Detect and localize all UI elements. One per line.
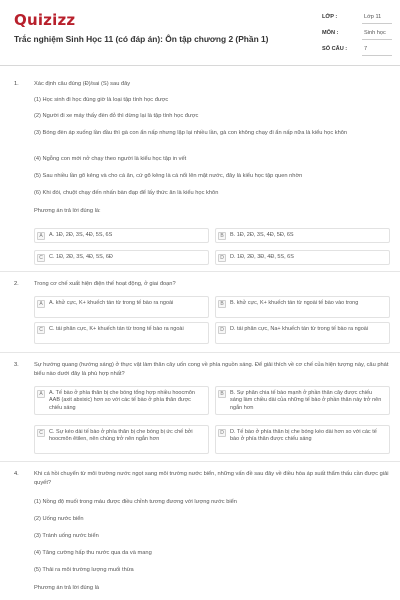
statement: (3) Tránh uống nước biển <box>34 533 99 539</box>
statement: (4) Tăng cường hấp thu nước qua da và mang <box>34 550 152 556</box>
statement: (1) Học sinh đi học đúng giờ là loại tập tính học được <box>34 97 169 103</box>
option-text: B. 1Đ, 2Đ, 3S, 4Đ, 5Đ, 6S <box>230 232 294 238</box>
option-letter: C <box>37 429 45 437</box>
question-number: 1. <box>14 81 19 87</box>
brand-logo: Quizizz <box>14 11 76 29</box>
question-divider <box>0 271 400 272</box>
option-b[interactable] <box>215 296 390 318</box>
option-c[interactable] <box>34 322 209 344</box>
option-letter: A <box>37 300 45 308</box>
statement: (2) Người đi xe máy thấy đèn đỏ thì dừng lại là tập tính học được <box>34 113 199 119</box>
option-letter: C <box>37 254 45 262</box>
option-letter: C <box>37 326 45 334</box>
question-4 <box>14 470 390 598</box>
statement: (6) Khi đói, chuột chạy đến nhấn bàn đạp để lấy thức ăn là kiểu học khôn <box>34 190 219 196</box>
statement: (3) Bóng đèn áp xuống lần đầu thì gà con ẩn nấp nhưng lặp lại nhiều lần, gà con không chạy đi ẩn nấp nữa là kiểu học khôn <box>34 130 348 136</box>
question-text: Xác định câu đúng (Đ)/sai (S) sau đây <box>34 81 131 87</box>
option-letter: B <box>218 300 226 308</box>
question-2 <box>14 280 390 348</box>
answer-prompt: Phương án trả lời đúng là: <box>34 208 101 214</box>
option-text: C. tái phân cực, K+ khuếch tán từ trong tế bào ra ngoài <box>49 326 184 332</box>
option-letter: D <box>218 254 226 262</box>
option-text: B. khử cực, K+ khuếch tán từ ngoài tế bào vào trong <box>230 300 359 306</box>
statement: (2) Uống nước biển <box>34 516 84 522</box>
option-text: D. Tế bào ở phía thân bị che bóng kéo dài hơn so với các tế bào ở phía thân được chiếu sáng <box>230 429 377 443</box>
option-d[interactable] <box>215 250 390 265</box>
class-underline <box>362 23 392 24</box>
option-letter: D <box>218 429 226 437</box>
option-letter: B <box>218 232 226 240</box>
subject-value: Sinh học <box>364 30 386 36</box>
option-c[interactable] <box>34 250 209 265</box>
document-header <box>0 0 400 66</box>
option-c[interactable] <box>34 425 209 454</box>
option-text: A. 1Đ, 2Đ, 3S, 4Đ, 5S, 6S <box>49 232 113 238</box>
question-text: Khi cá hồi chuyển từ môi trường nước ngọt sang môi trường nước biển, những vấn đề sau đây về điều hòa áp suất thẩm thấu cần được giải quyết? <box>34 471 389 486</box>
subject-label: MÔN : <box>322 30 339 36</box>
count-label: SỐ CÂU : <box>322 46 348 52</box>
statement: (5) Thải ra môi trường lượng muối thừa <box>34 567 134 573</box>
option-letter: D <box>218 326 226 334</box>
option-text: D. tái phân cực, Na+ khuếch tán từ trong tế bào ra ngoài <box>230 326 369 332</box>
count-underline <box>362 55 392 56</box>
page-title: Trắc nghiệm Sinh Học 11 (có đáp án): Ôn tập chương 2 (Phần 1) <box>14 34 269 44</box>
option-text: C. Sự kéo dài tế bào ở phía thân bị che bóng bị ức chế bởi hoocmôn êtilen, nên chúng trở nên ngắn hơn <box>49 429 193 443</box>
option-text: D. 1Đ, 2Đ, 3Đ, 4Đ, 5S, 6S <box>230 254 294 260</box>
statement: (5) Sau nhiều lần gõ kẻng và cho cá ăn, cứ gõ kẻng là cá nổi lên mặt nước, đây là kiểu học tập quen nhờn <box>34 173 303 179</box>
statement: (1) Nồng độ muối trong máu được điều chỉnh tương đương với lượng nước biển <box>34 499 237 505</box>
question-1 <box>14 80 390 270</box>
option-text: A. Tế bào ở phía thân bị che bóng tổng hợp nhiều hoocmôn AAB (axit abxixic) hơn so với các tế bào ở phía thân được chiếu sáng <box>49 390 195 411</box>
question-number: 3. <box>14 362 19 368</box>
count-field <box>322 46 392 60</box>
question-divider <box>0 461 400 462</box>
subject-underline <box>362 39 392 40</box>
statement: (4) Ngỗng con mới nở chạy theo người là kiểu học tập in vết <box>34 156 187 162</box>
option-d[interactable] <box>215 322 390 344</box>
option-b[interactable] <box>215 228 390 243</box>
option-text: B. Sự phân chia tế bào mạnh ở phần thân cây được chiếu sáng làm chiều dài của những tế bào ở phần thân này trở nên ngắn hơn <box>230 390 382 411</box>
question-number: 4. <box>14 471 19 477</box>
option-text: C. 1Đ, 2Đ, 3S, 4Đ, 5S, 6Đ <box>49 254 113 260</box>
option-letter: A <box>37 390 45 398</box>
option-a[interactable] <box>34 296 209 318</box>
option-letter: A <box>37 232 45 240</box>
answer-prompt: Phương án trả lời đúng là <box>34 585 100 591</box>
subject-field <box>322 30 392 44</box>
option-b[interactable] <box>215 386 390 415</box>
question-text: Sự hướng quang (hướng sáng) ở thực vật làm thân cây uốn cong về phía nguồn sáng. Để giải thích về cơ chế của hiện tượng này, câu phát biểu nào dưới đây là phù hợp nhất? <box>34 362 389 377</box>
class-value: Lớp 11 <box>364 14 382 20</box>
option-text: A. khử cực, K+ khuếch tán từ trong tế bào ra ngoài <box>49 300 174 306</box>
class-field <box>322 14 392 28</box>
option-d[interactable] <box>215 425 390 454</box>
count-value: 7 <box>364 46 368 52</box>
option-a[interactable] <box>34 386 209 415</box>
question-divider <box>0 352 400 353</box>
question-number: 2. <box>14 281 19 287</box>
class-label: LỚP : <box>322 14 338 20</box>
option-letter: B <box>218 390 226 398</box>
question-text: Trong cơ chế xuất hiện điện thế hoạt động, ở giai đoạn? <box>34 281 176 287</box>
question-3 <box>14 361 390 457</box>
option-a[interactable] <box>34 228 209 243</box>
